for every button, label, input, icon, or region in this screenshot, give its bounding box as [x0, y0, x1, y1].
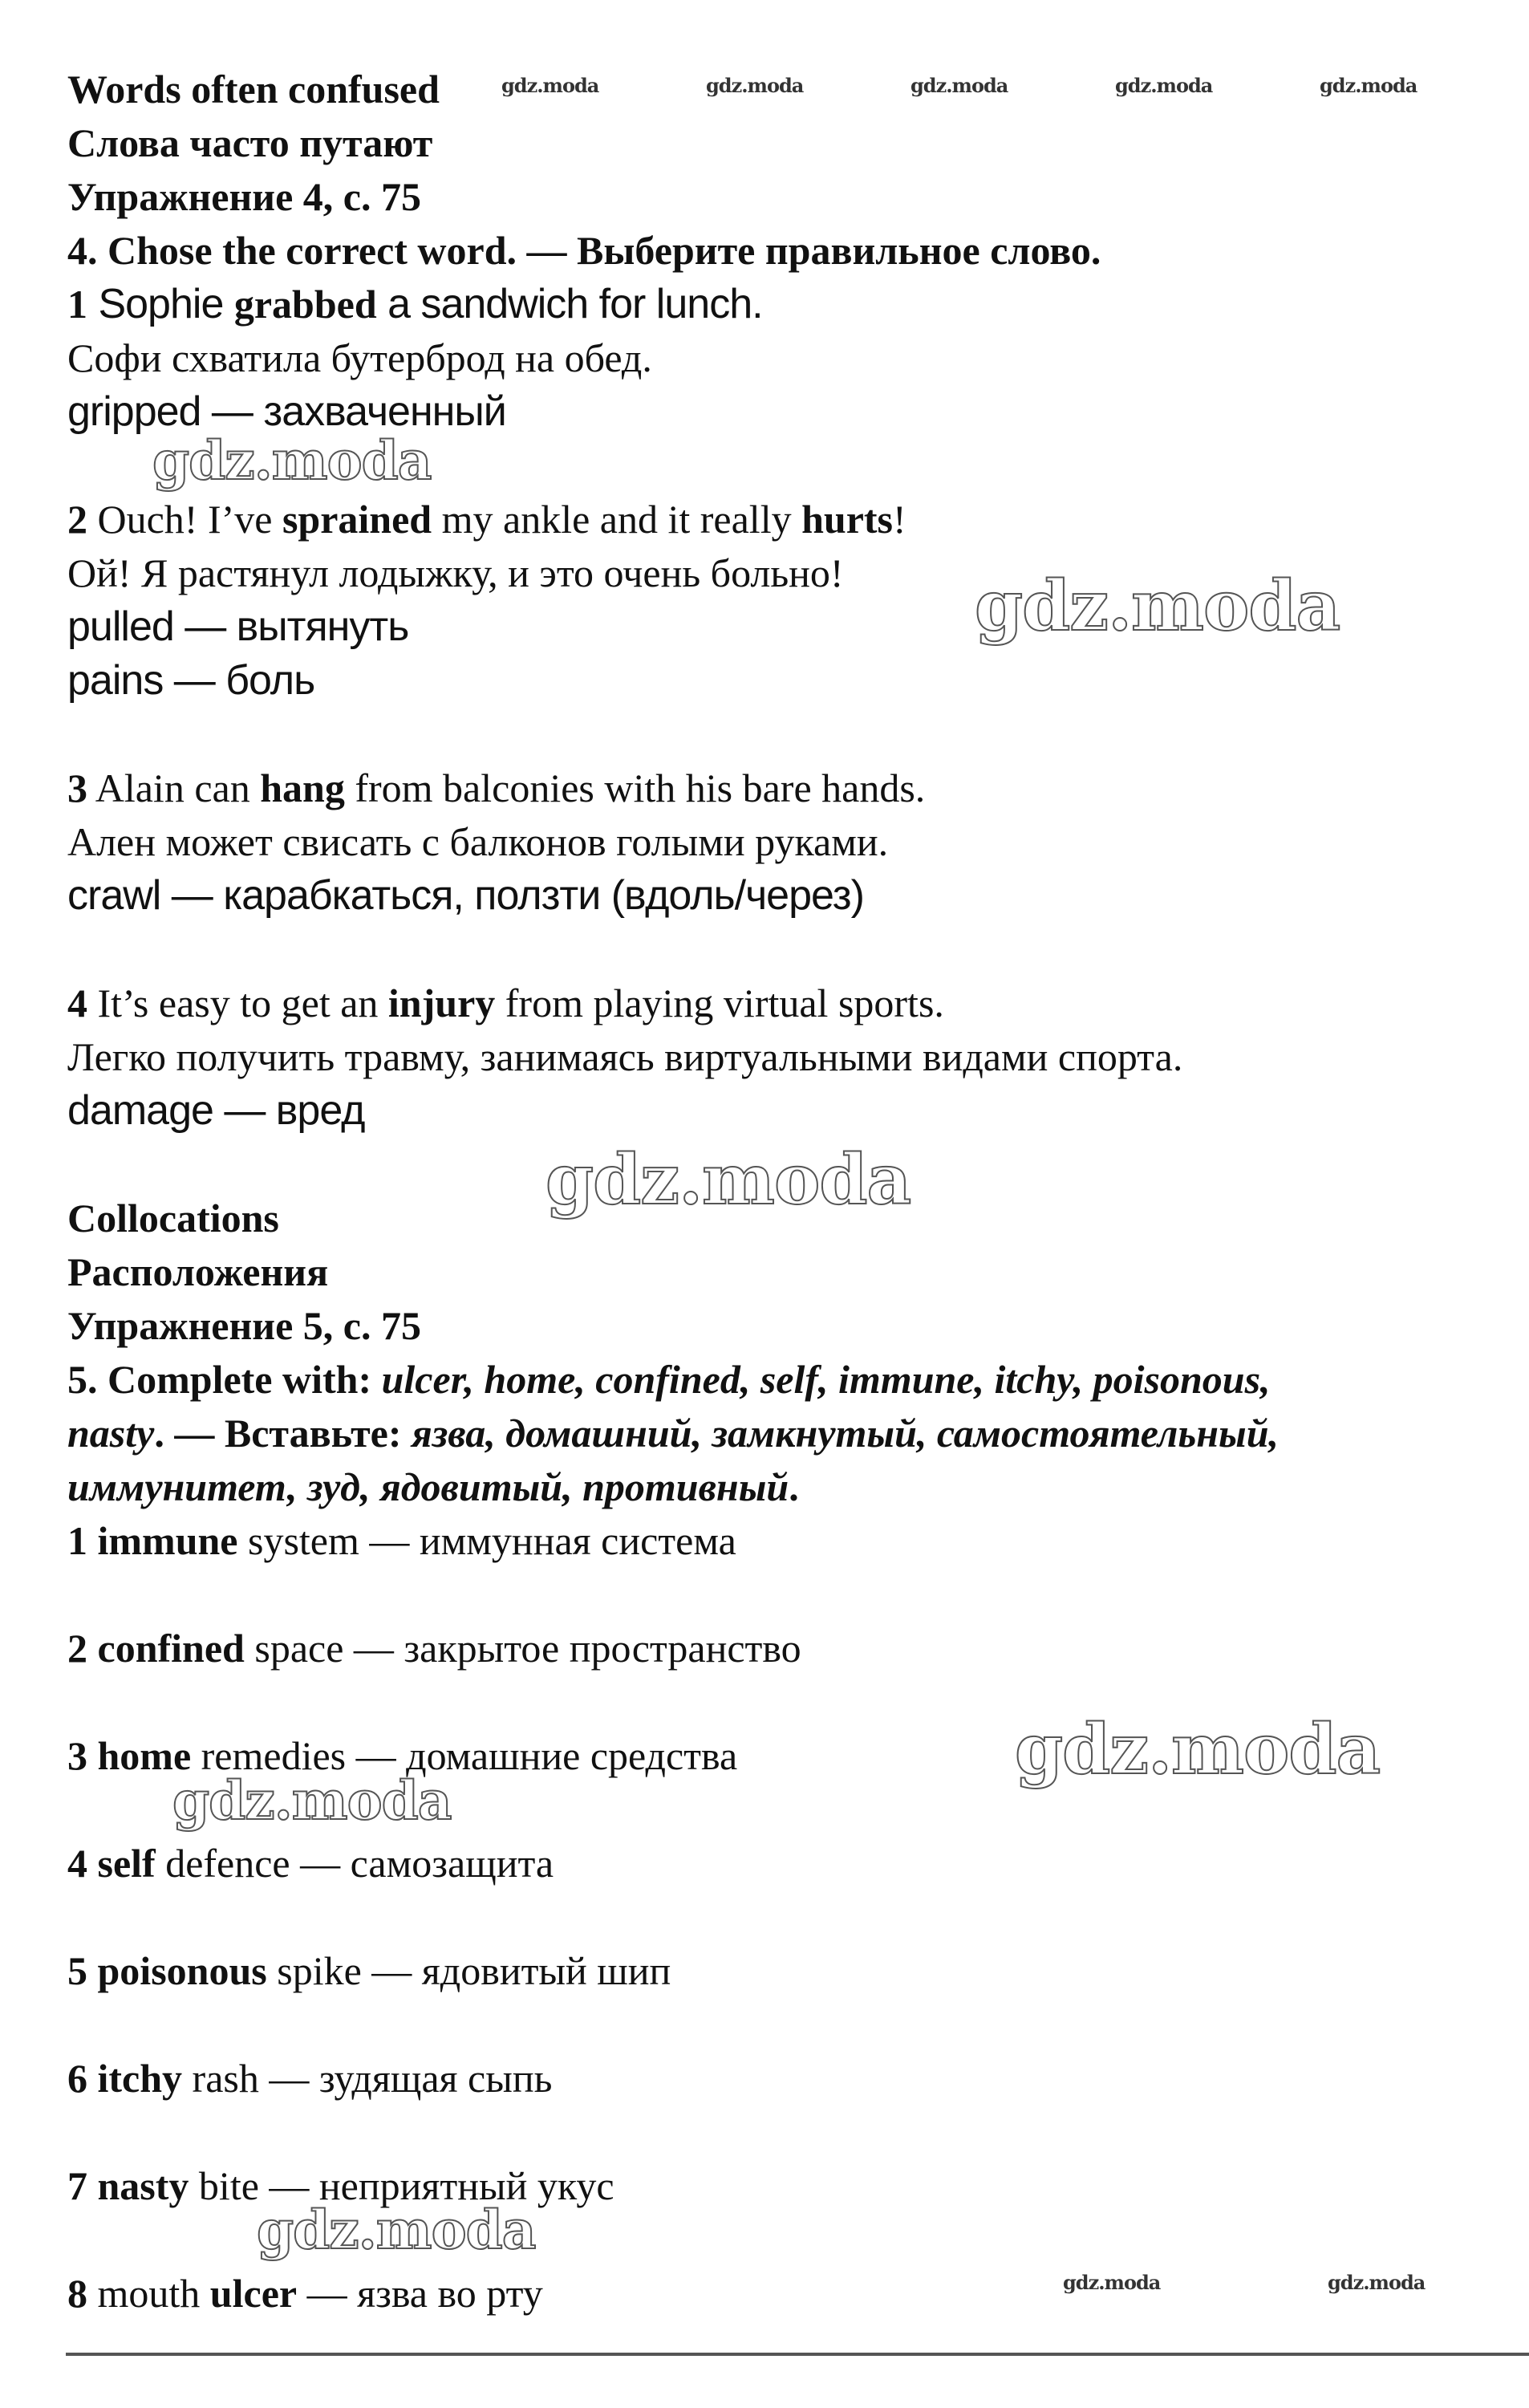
translation-2: Ой! Я растянул лодыжку, и это очень больно!	[67, 550, 844, 595]
translation-3: Ален может свисать с балконов голыми руками.	[67, 819, 889, 864]
sentence-1: 1 Sophie grabbed a sandwich for lunch.	[67, 281, 763, 327]
collocation-item-8: 8 mouth ulcer — язва во рту	[67, 2271, 543, 2316]
collocations-task-line-3: иммунитет, зуд, ядовитый, противный.	[67, 1464, 799, 1509]
section-title-en: Words often confused	[67, 67, 440, 112]
bottom-divider	[66, 2353, 1529, 2356]
collocation-item-5: 5 poisonous spike — ядовитый шип	[67, 1948, 671, 1993]
collocation-item-6: 6 itchy rash — зудящая сыпь	[67, 2056, 553, 2101]
sentence-4: 4 It’s easy to get an injury from playing virtual sports.	[67, 981, 944, 1025]
note-3-1: crawl — карабкаться, ползти (вдоль/через)	[67, 872, 864, 919]
collocations-title-ru: Расположения	[67, 1249, 329, 1294]
collocation-item-3: 3 home remedies — домашние средства	[67, 1733, 738, 1778]
collocations-exercise-label: Упражнение 5, с. 75	[67, 1303, 421, 1348]
note-4-1: damage — вред	[67, 1087, 365, 1134]
exercise-label: Упражнение 4, с. 75	[67, 174, 421, 219]
watermark-mid-5: gdz.moda	[172, 1769, 452, 1832]
sentence-2: 2 Ouch! I’ve sprained my ankle and it really hurts!	[67, 497, 906, 542]
watermark-mid-2: gdz.moda	[975, 566, 1340, 647]
collocations-task-line-1: 5. Complete with: ulcer, home, confined, self, immune, itchy, poisonous,	[67, 1357, 1271, 1402]
watermark-top-4: gdz.moda	[1115, 74, 1213, 97]
watermark-mid-4: gdz.moda	[1015, 1709, 1381, 1790]
watermark-top-1: gdz.moda	[501, 74, 599, 97]
sentence-3: 3 Alain can hang from balconies with his bare hands.	[67, 765, 926, 810]
watermark-mid-3: gdz.moda	[545, 1139, 911, 1220]
note-2-1: pulled — вытянуть	[67, 603, 409, 650]
translation-4: Легко получить травму, занимаясь виртуальными видами спорта.	[67, 1034, 1183, 1079]
watermark-top-2: gdz.moda	[706, 74, 804, 97]
watermark-bottom-1: gdz.moda	[1063, 2271, 1161, 2294]
watermark-mid-1: gdz.moda	[152, 429, 432, 492]
collocation-item-1: 1 immune system — иммунная система	[67, 1518, 736, 1563]
note-2-2: pains — боль	[67, 657, 315, 704]
collocation-item-7: 7 nasty bite — неприятный укус	[67, 2163, 614, 2208]
section-title-ru: Слова часто путают	[67, 120, 433, 165]
note-1-1: gripped — захваченный	[67, 388, 506, 435]
watermark-mid-6: gdz.moda	[257, 2199, 536, 2261]
task-instruction: 4. Chose the correct word. — Выберите правильное слово.	[67, 228, 1101, 273]
watermark-top-5: gdz.moda	[1320, 74, 1417, 97]
collocation-item-4: 4 self defence — самозащита	[67, 1841, 554, 1886]
collocation-item-2: 2 confined space — закрытое пространство	[67, 1626, 801, 1671]
watermark-bottom-2: gdz.moda	[1328, 2271, 1426, 2294]
translation-1: Софи схватила бутерброд на обед.	[67, 335, 652, 380]
watermark-top-3: gdz.moda	[911, 74, 1008, 97]
collocations-task-line-2: nasty. — Вставьте: язва, домашний, замкнутый, самостоятельный,	[67, 1411, 1280, 1456]
collocations-title-en: Collocations	[67, 1196, 279, 1241]
